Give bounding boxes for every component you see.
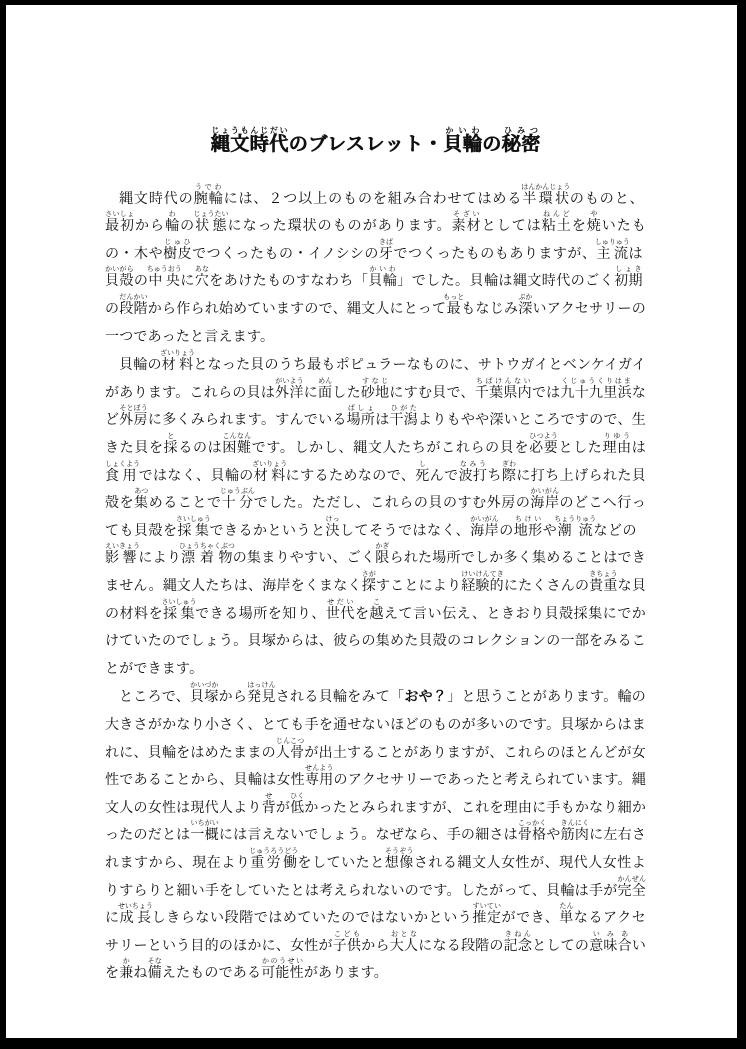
document-body: [105, 184, 646, 987]
page-title: 縄文時代じょうもんじだいのブレスレット・貝輪かいわの秘密ひみつ: [210, 126, 541, 155]
paragraph: 貝輪の材料ざいりょうとなった貝のうち最もポピュラーなものに、サトウガイとベンケイガイがあります。これらの貝は外洋がいように面めんした砂地すなじにすむ貝で、千葉県内ちばけんないでは九十九里浜くじゅうくりはまなど外房そとぼうに多くみられます。すんでいる場所ばしょは干潟ひがたよりもやや深いところですので、生きた貝を採とるのは困難こんなんです。しかし、縄文人たちがこれらの貝を必要ひつようとした理由りゆうは食用しょくようではなく、貝輪の材料ざいりょうにするためなので、死しんで波打なみうち際ぎわに打ち上げられた貝殻を集あつめることで十分じゅうぶんでした。ただし、これらの貝のすむ外房の海岸かいがんのどこへ行っても貝殻を採集さいしゅうできるかというと決けっしてそうではなく、海岸かいがんの地形ちけいや潮流ちょうりゅうなどの影響えいきょうにより漂着物ひょうちゃくぶつの集まりやすい、ごく限かぎられた場所でしか多く集めることはできません。縄文人たちは、海岸をくまなく探さがすことにより経験的けいけんてきにたくさんの貴重きちょうな貝の材料を採集さいしゅうできる場所を知り、世代せだいを越こえて言い伝え、ときおり貝殻採集にでかけていたのでしょう。貝塚からは、彼らの集めた貝殻のコレクションの一部をみることができます。: [105, 350, 647, 676]
paragraph: ところで、貝塚かいづかから発見はっけんされる貝輪をみて「おや？」と思うことがあります。輪の大きさがかなり小さく、とても手を通せないほどのものが多いのです。貝塚からはまれに、貝輪をはめたままの人骨じんこつが出土することがありますが、これらのほとんどが女性であることから、貝輪は女性専用せんようのアクセサリーであったと考えられています。縄文人の女性は現代人より背せが低ひくかったとみられますが、これを理由に手もかなり細かったのだとは一概いちがいには言えないでしょう。なぜなら、手の細さは骨格こっかくや筋肉きんにくに左右されますから、現在より重労働じゅうろうどうをしていたと想像そうぞうされる縄文人女性が、現代人女性よりすらりと細い手をしていたとは考えられないのです。したがって、貝輪は手が完全かんぜんに成長せいちょうしきらない段階ではめていたのではないかという推定すいていができ、単たんなるアクセサリーという目的のほかに、女性が子供こどもから大人おとなになる段階の記念きねんとしての意味合いみあいを兼かね備そなえたものである可能性かのうせいがあります。: [105, 682, 647, 981]
document-content: [6, 5, 737, 987]
document-page: [6, 5, 737, 1038]
paragraph: 縄文時代の腕輪うでわには、２つ以上のものを組み合わせてはめる半環状はんかんじょうのものと、最初さいしょから輪わの状態じょうたいになった環状のものがあります。素材そざいとしては粘土ねんどを焼やいたもの・木や樹皮じゅひでつくったもの・イノシシの牙きばでつくったものもありますが、主流しゅりゅうは貝殻かいがらの中央ちゅうおうに穴あなをあけたものすなわち「貝輪かいわ」でした。貝輪は縄文時代のごく初期しょきの段階だんかいから作られ始めていますので、縄文人にとって最もっともなじみ深ぶかいアクセサリーの一つであったと言えます。: [105, 183, 647, 344]
